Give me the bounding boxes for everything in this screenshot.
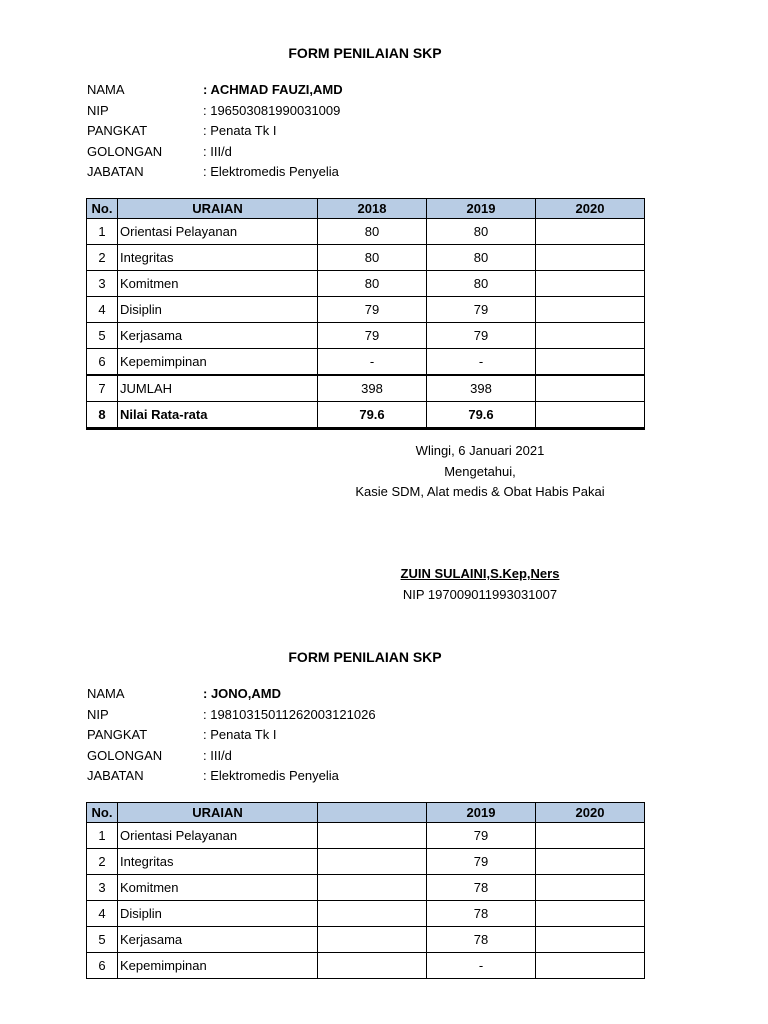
form1-title: FORM PENILAIAN SKP (288, 45, 442, 61)
info-value: : 19810315011262003121026 (203, 706, 376, 722)
cell-uraian: Disiplin (118, 297, 318, 323)
cell-2020 (536, 297, 645, 323)
header-2019: 2019 (427, 803, 536, 823)
cell-2019: 78 (427, 901, 536, 927)
cell-2019: 80 (427, 219, 536, 245)
cell-2020 (536, 875, 645, 901)
cell-no: 1 (87, 823, 118, 849)
cell-2020 (536, 245, 645, 271)
form2-score-table (86, 802, 645, 979)
cell-uraian: Disiplin (118, 901, 318, 927)
signature-acknowledged: Mengetahui, (444, 463, 516, 479)
table-row (87, 271, 645, 297)
table-row (87, 849, 645, 875)
cell-2019: 79.6 (427, 402, 536, 429)
cell-2018: 80 (318, 245, 427, 271)
cell-2019: 78 (427, 875, 536, 901)
table-row (87, 953, 645, 979)
table-row (87, 901, 645, 927)
header-empty (318, 803, 427, 823)
form1-score-table (86, 198, 645, 430)
info-label: NIP (87, 102, 109, 118)
cell-no: 2 (87, 849, 118, 875)
cell-2018: 79.6 (318, 402, 427, 429)
table-row-average (87, 402, 645, 429)
table-row-total (87, 375, 645, 402)
form1-signature-block (330, 441, 630, 503)
cell-empty (318, 823, 427, 849)
cell-2020 (536, 849, 645, 875)
header-no: No. (87, 199, 118, 219)
cell-2019: 79 (427, 297, 536, 323)
header-uraian: URAIAN (118, 803, 318, 823)
cell-no: 4 (87, 901, 118, 927)
cell-uraian: Komitmen (118, 271, 318, 297)
header-no: No. (87, 803, 118, 823)
cell-no: 8 (87, 402, 118, 429)
cell-empty (318, 927, 427, 953)
cell-uraian: Nilai Rata-rata (118, 402, 318, 429)
header-2019: 2019 (427, 199, 536, 219)
cell-2020 (536, 927, 645, 953)
cell-2018: 79 (318, 297, 427, 323)
cell-no: 6 (87, 349, 118, 376)
signer-name: ZUIN SULAINI,S.Kep,Ners (400, 566, 560, 581)
cell-uraian: Kerjasama (118, 323, 318, 349)
cell-uraian: Orientasi Pelayanan (118, 219, 318, 245)
header-uraian: URAIAN (118, 199, 318, 219)
signature-position: Kasie SDM, Alat medis & Obat Habis Pakai (355, 484, 605, 499)
table-row (87, 297, 645, 323)
info-label: JABATAN (87, 164, 144, 179)
header-2018: 2018 (318, 199, 427, 219)
header-2020: 2020 (536, 803, 645, 823)
cell-empty (318, 849, 427, 875)
cell-2020 (536, 375, 645, 402)
cell-2020 (536, 271, 645, 297)
cell-2019: - (427, 953, 536, 979)
cell-2019: 80 (427, 245, 536, 271)
cell-uraian: Kepemimpinan (118, 349, 318, 376)
info-value: : Elektromedis Penyelia (203, 768, 339, 783)
info-value: : III/d (203, 747, 232, 763)
cell-uraian: Kepemimpinan (118, 953, 318, 979)
info-value: : Penata Tk I (203, 727, 277, 742)
cell-no: 2 (87, 245, 118, 271)
cell-uraian: JUMLAH (118, 375, 318, 402)
info-label: NAMA (87, 686, 125, 701)
cell-2020 (536, 823, 645, 849)
cell-empty (318, 953, 427, 979)
cell-2020 (536, 953, 645, 979)
info-label: PANGKAT (87, 123, 148, 138)
cell-2020 (536, 901, 645, 927)
cell-2019: 79 (427, 849, 536, 875)
cell-no: 3 (87, 271, 118, 297)
cell-no: 6 (87, 953, 118, 979)
cell-no: 7 (87, 375, 118, 402)
info-value: : Penata Tk I (203, 123, 277, 138)
info-value: : Elektromedis Penyelia (203, 164, 339, 179)
cell-2018: 80 (318, 271, 427, 297)
cell-no: 5 (87, 927, 118, 953)
info-label: NAMA (87, 82, 125, 97)
cell-no: 4 (87, 297, 118, 323)
table-row (87, 823, 645, 849)
cell-2019: 398 (427, 375, 536, 402)
cell-empty (318, 875, 427, 901)
form2-title: FORM PENILAIAN SKP (288, 649, 442, 665)
cell-uraian: Komitmen (118, 875, 318, 901)
cell-2019: 79 (427, 323, 536, 349)
cell-2019: 79 (427, 823, 536, 849)
table-row (87, 219, 645, 245)
header-2020: 2020 (536, 199, 645, 219)
cell-2020 (536, 349, 645, 376)
info-value: : III/d (203, 143, 232, 159)
info-label: JABATAN (87, 768, 144, 783)
cell-uraian: Integritas (118, 849, 318, 875)
table-row (87, 875, 645, 901)
cell-2018: - (318, 349, 427, 376)
cell-no: 3 (87, 875, 118, 901)
cell-2020 (536, 402, 645, 429)
cell-uraian: Integritas (118, 245, 318, 271)
cell-no: 1 (87, 219, 118, 245)
cell-2020 (536, 219, 645, 245)
table-row (87, 349, 645, 376)
table-row (87, 245, 645, 271)
table-header-row (87, 803, 645, 823)
signature-place-date: Wlingi, 6 Januari 2021 (415, 443, 545, 458)
info-label: GOLONGAN (87, 143, 163, 159)
cell-2019: - (427, 349, 536, 376)
cell-no: 5 (87, 323, 118, 349)
table-row (87, 323, 645, 349)
cell-uraian: Kerjasama (118, 927, 318, 953)
info-value: : 196503081990031009 (203, 102, 341, 118)
cell-2020 (536, 323, 645, 349)
table-row (87, 927, 645, 953)
form1-signer (330, 564, 630, 605)
cell-2018: 79 (318, 323, 427, 349)
info-label: NIP (87, 706, 109, 722)
info-value: : ACHMAD FAUZI,AMD (203, 82, 343, 97)
cell-2019: 78 (427, 927, 536, 953)
info-value: : JONO,AMD (203, 686, 281, 701)
signer-nip: NIP 197009011993031007 (402, 586, 558, 602)
cell-2018: 398 (318, 375, 427, 402)
cell-2019: 80 (427, 271, 536, 297)
info-label: GOLONGAN (87, 747, 163, 763)
info-label: PANGKAT (87, 727, 148, 742)
cell-uraian: Orientasi Pelayanan (118, 823, 318, 849)
table-header-row (87, 199, 645, 219)
cell-2018: 80 (318, 219, 427, 245)
cell-empty (318, 901, 427, 927)
